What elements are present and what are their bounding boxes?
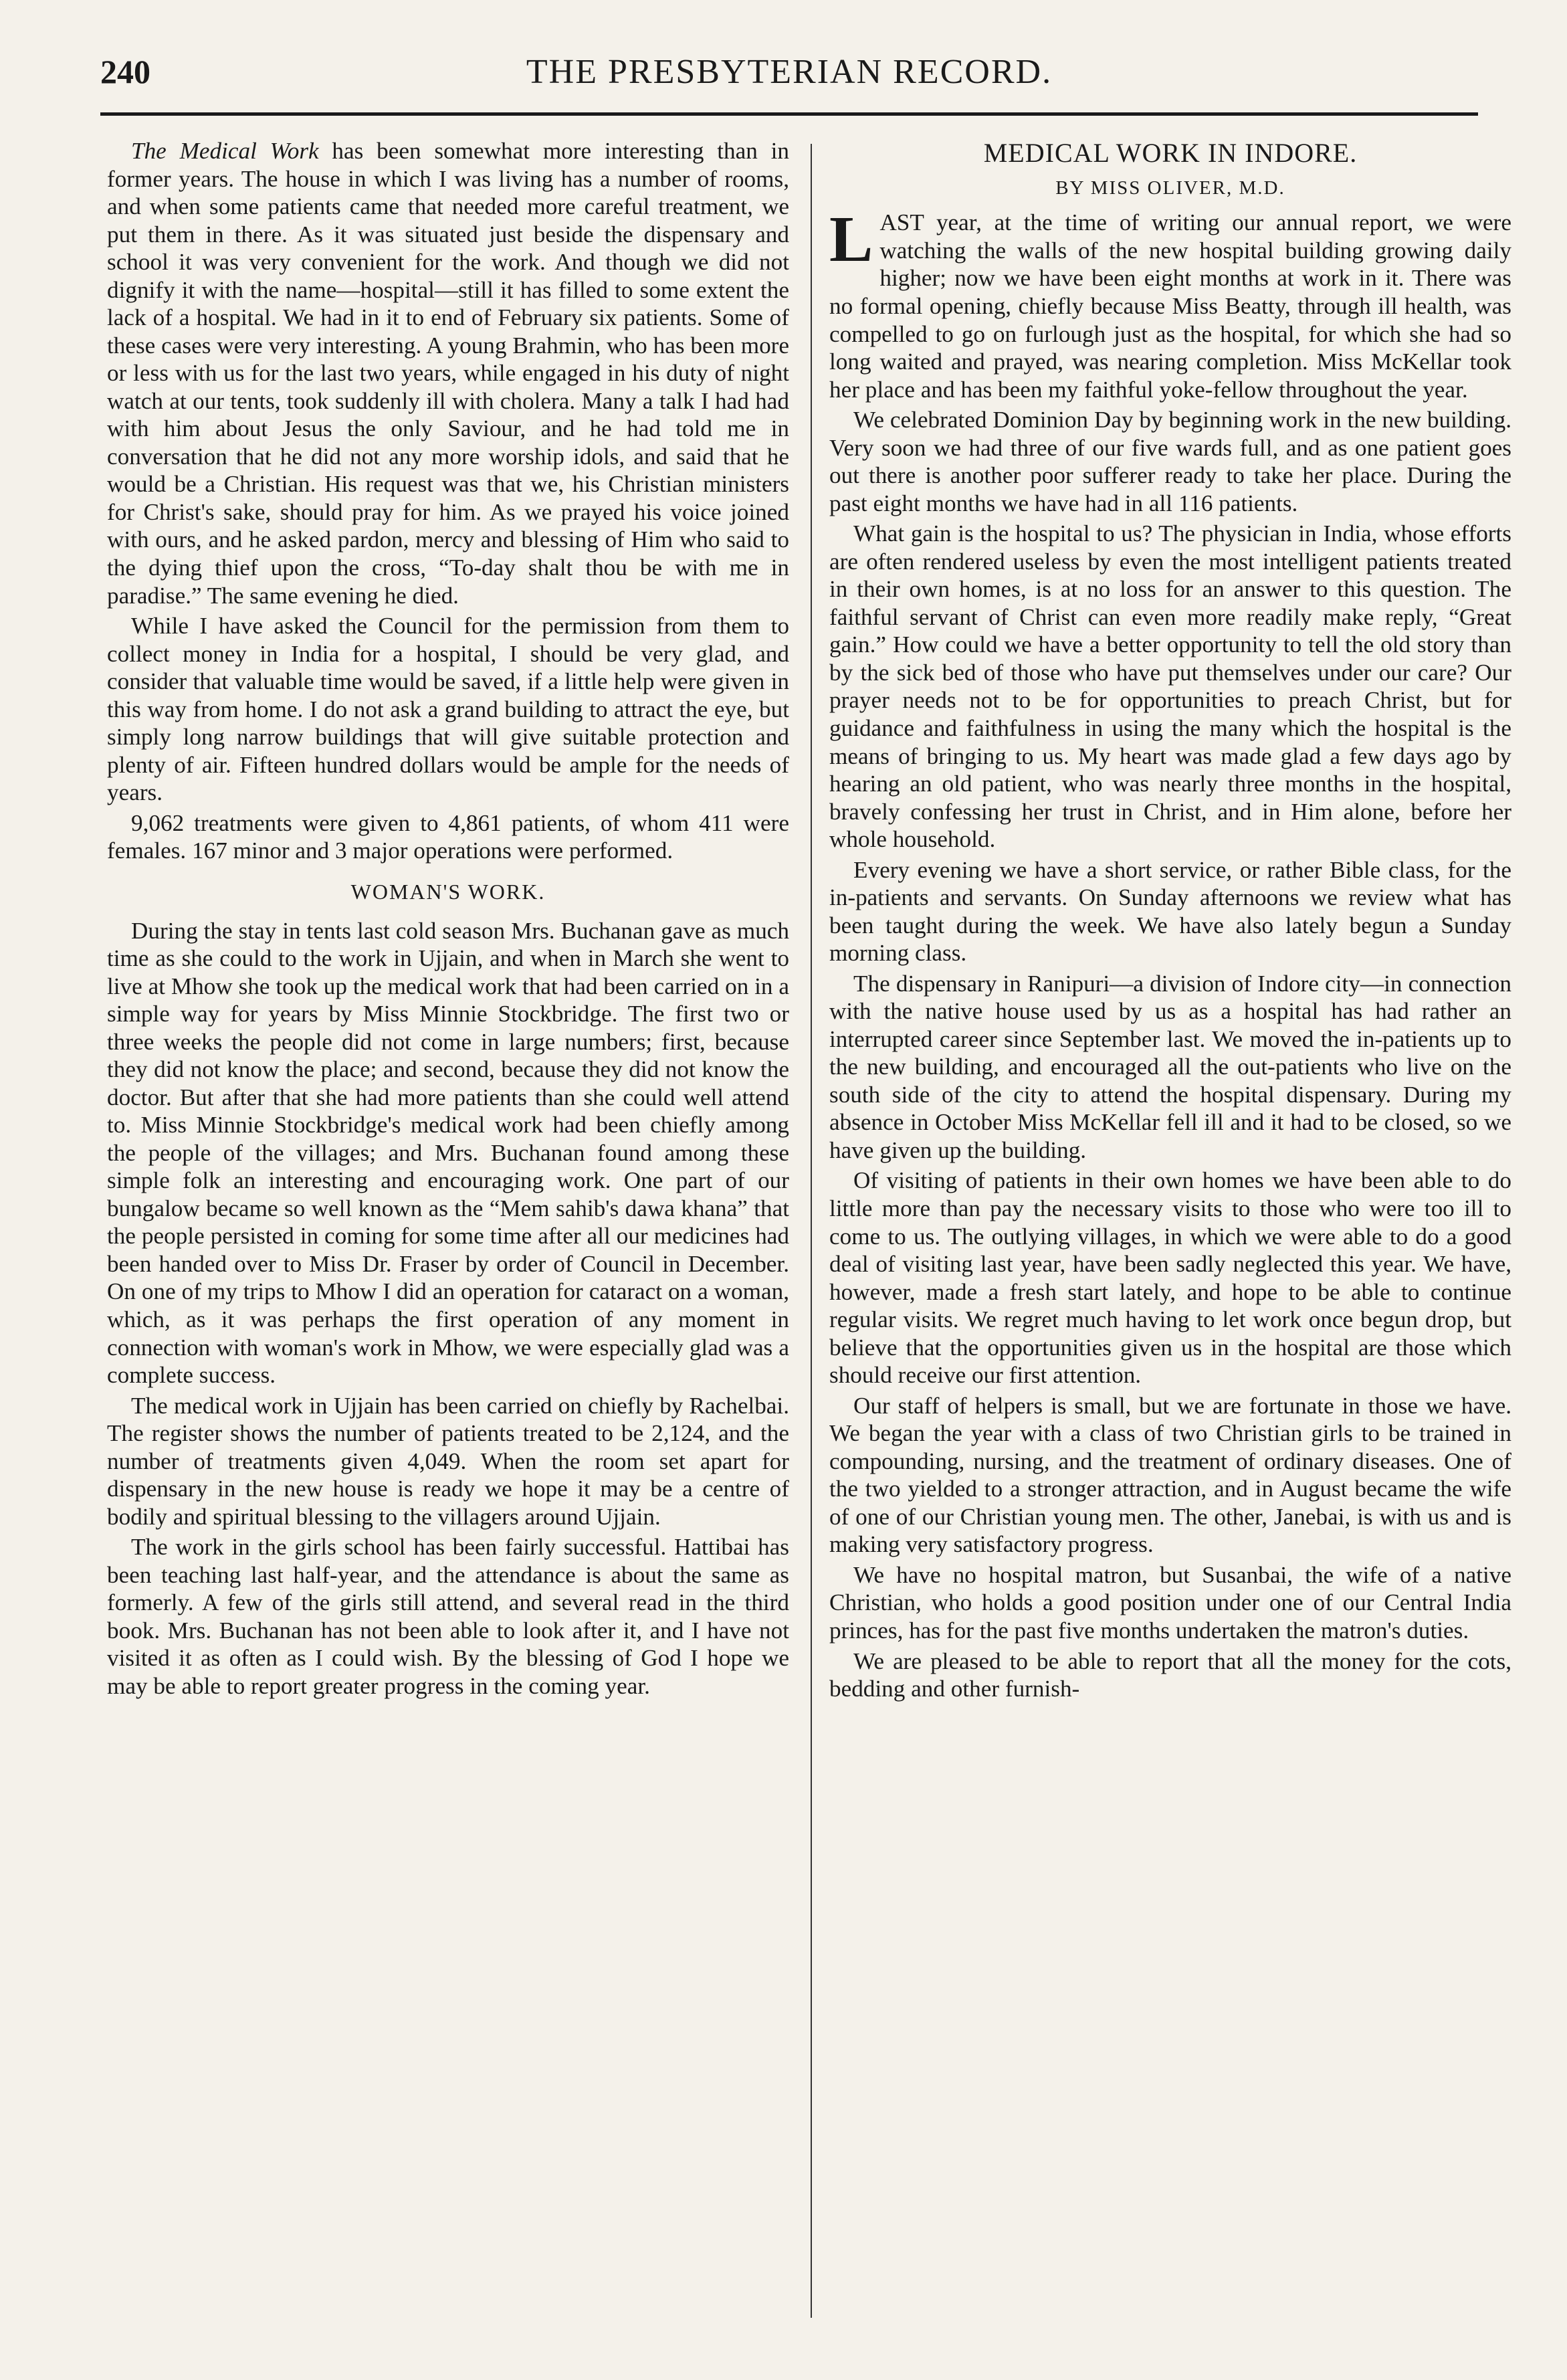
byline: BY MISS OLIVER, M.D.: [1055, 177, 1285, 199]
drop-cap: L: [829, 203, 873, 276]
article-title: MEDICAL WORK IN INDORE.: [983, 138, 1358, 168]
paragraph-funds: We are pleased to be able to report that all the money for the cots, bedding and other furnish-: [829, 1648, 1511, 1702]
page-header: [100, 47, 1478, 107]
paragraph-staff: Our staff of helpers is small, but we are fortunate in those we have. We began the year with a class of two Christian girls to be trained in compounding, nursing, and the treatment of ordinary diseases. One of the two yielded to a stronger attraction, and in August became the wife of one of our Christian young men. The other, Janebai, is with us and is making very satisfactory progress.: [829, 1392, 1511, 1558]
header-rule: [100, 112, 1478, 116]
paragraph-evening-service: Every evening we have a short service, or rather Bible class, for the in-patients and servants. On Sunday afternoons we review what has been taught during the week. We have also lately begun a Sunday morning class.: [829, 856, 1511, 967]
lead-italic: The Medical Work: [131, 138, 319, 164]
left-column: [107, 137, 789, 2333]
paragraph-ranipuri: The dispensary in Ranipuri—a division of Indore city—in connection with the native house used by us as a hospital has had rather an interrupted career since September last. We moved the in-patients up to the new building, and encouraged all the out-patients who live on the south side of the city to attend the hospital dispensary. During my absence in October Miss McKellar fell ill and it had to be closed, so we have given up the building.: [829, 970, 1511, 1163]
paragraph-text: has been somewhat more interesting than in former years. The house in which I was living has a number of rooms, and when some patients came that needed more careful treatment, we put them in there. As it was situated just beside the dispensary and school it was very convenient for the work. And though we did not dignify it with the name—hospital—still it has filled to some extent the lack of a hospital. We had in it to end of February six patients. Some of these cases were very interesting. A young Brahmin, who has been more or less with us for the last two years, while engaged in his duty of night watch at our tents, took suddenly ill with cholera. Many a talk I had had with him about Jesus the only Saviour, and he had told me in conversation that he did not any more worship idols, and said that he would be a Christian. His request was that we, his Christian ministers for Christ's sake, should pray for him. As we prayed his voice joined with ours, and he asked pardon, mercy and blessing of Him who said to the dying thief upon the cross, “To-day shalt thou be with me in paradise.” The same evening he died.: [107, 138, 789, 609]
paragraph-girls-school: The work in the girls school has been fairly successful. Hattibai has been teaching last half-year, and the attendance is about the same as formerly. A few of the girls still attend, and several read in the third book. Mrs. Buchanan has not been able to look after it, and I have not visited it as often as I could wish. By the blessing of God I hope we may be able to report greater progress in the coming year.: [107, 1534, 789, 1699]
paragraph-dominion-day: We celebrated Dominion Day by beginning work in the new building. Very soon we had three of our five wards full, and as one patient goes out there is another poor sufferer ready to take her place. During the past eight months we have had in all 116 patients.: [829, 407, 1511, 516]
paragraph-text: AST year, at the time of writing our annual report, we were watching the walls of the new hospital building growing daily higher; now we have been eight months at work in it. There was no formal opening, chiefly because Miss Beatty, through ill health, was compelled to go on furlough just as the hospital, for which she had so long waited and prayed, was nearing completion. Miss McKellar took her place and has been my faithful yoke-fellow throughout the year.: [829, 209, 1511, 403]
paragraph-treatments: 9,062 treatments were given to 4,861 patients, of whom 411 were females. 167 minor and 3 major operations were performed.: [107, 809, 789, 864]
paragraph-medical-work: [107, 137, 789, 609]
paragraph-ujjain: The medical work in Ujjain has been carried on chiefly by Rachelbai. The register shows the number of patients treated to be 2,124, and the number of treatments given 4,049. When the room set apart for dispensary in the new house is ready we hope it may be a centre of bodily and spiritual blessing to the villagers around Ujjain.: [107, 1392, 789, 1530]
column-divider: [811, 144, 812, 2318]
paragraph-womans-work: During the stay in tents last cold season Mrs. Buchanan gave as much time as she could to the work in Ujjain, and when in March she went to live at Mhow she took up the medical work that had been carried on in a simple way for years by Miss Minnie Stockbridge. The first two or three weeks the people did not come in large numbers; first, because they did not know the place; and second, because they did not know the doctor. But after that she had more patients than she could well attend to. Miss Minnie Stockbridge's medical work had been chiefly among the people of the villages; and Mrs. Buchanan found among these simple folk an interesting and encouraging work. One part of our bungalow became so well known as the “Mem sahib's dawa khana” that the people persisted in coming for some time after all our medicines had been handed over to Miss Dr. Fraser by order of Council in December. On one of my trips to Mhow I did an operation for cataract on a woman, which, as it was perhaps the first operation of any moment in connection with woman's work in Mhow, we were especially glad was a complete success.: [107, 917, 789, 1389]
paragraph-hospital-request: While I have asked the Council for the permission from them to collect money in India for a hospital, I should be very glad, and consider that valuable time would be saved, if a little help were given in this way from home. I do not ask a grand building to attract the eye, but simply long narrow buildings that will give suitable protection and plenty of air. Fifteen hundred dollars would be ample for the needs of years.: [107, 613, 789, 806]
running-title: THE PRESBYTERIAN RECORD.: [526, 53, 1053, 91]
paragraph-visiting: Of visiting of patients in their own homes we have been able to do little more than pay the necessary visits to those who were too ill to come to us. The outlying villages, in which we were able to do a good deal of visiting last year, have been sadly neglected this year. We have, however, made a fresh start lately, and hope to be able to continue regular visits. We regret much having to let work once begun drop, but believe that the opportunities given us in the hospital are those which should receive our first attention.: [829, 1167, 1511, 1389]
section-heading: WOMAN'S WORK.: [350, 879, 546, 904]
right-column: [829, 137, 1511, 2333]
paragraph-opening: [829, 203, 1511, 403]
paragraph-matron: We have no hospital matron, but Susanbai, the wife of a native Christian, who holds a good position under one of our Central India princes, has for the past five months undertaken the matron's duties.: [829, 1561, 1511, 1644]
paragraph-what-gain: What gain is the hospital to us? The physician in India, whose efforts are often rendered useless by even the most intelligent patients treated in their own homes, is at no loss for an answer to this question. The faithful servant of Christ can even more readily make reply, “Great gain.” How could we have a better opportunity to tell the old story than by the sick bed of those who have put themselves under our care? Our prayer needs not to be for opportunities to preach Christ, but for guidance and faithfulness in using the many which the hospital is the means of bringing to us. My heart was made glad a few days ago by hearing an old patient, who was nearly three months in the hospital, bravely confessing her trust in Christ, and in Him alone, before her whole household.: [829, 520, 1511, 853]
page-number: 240: [100, 53, 150, 90]
